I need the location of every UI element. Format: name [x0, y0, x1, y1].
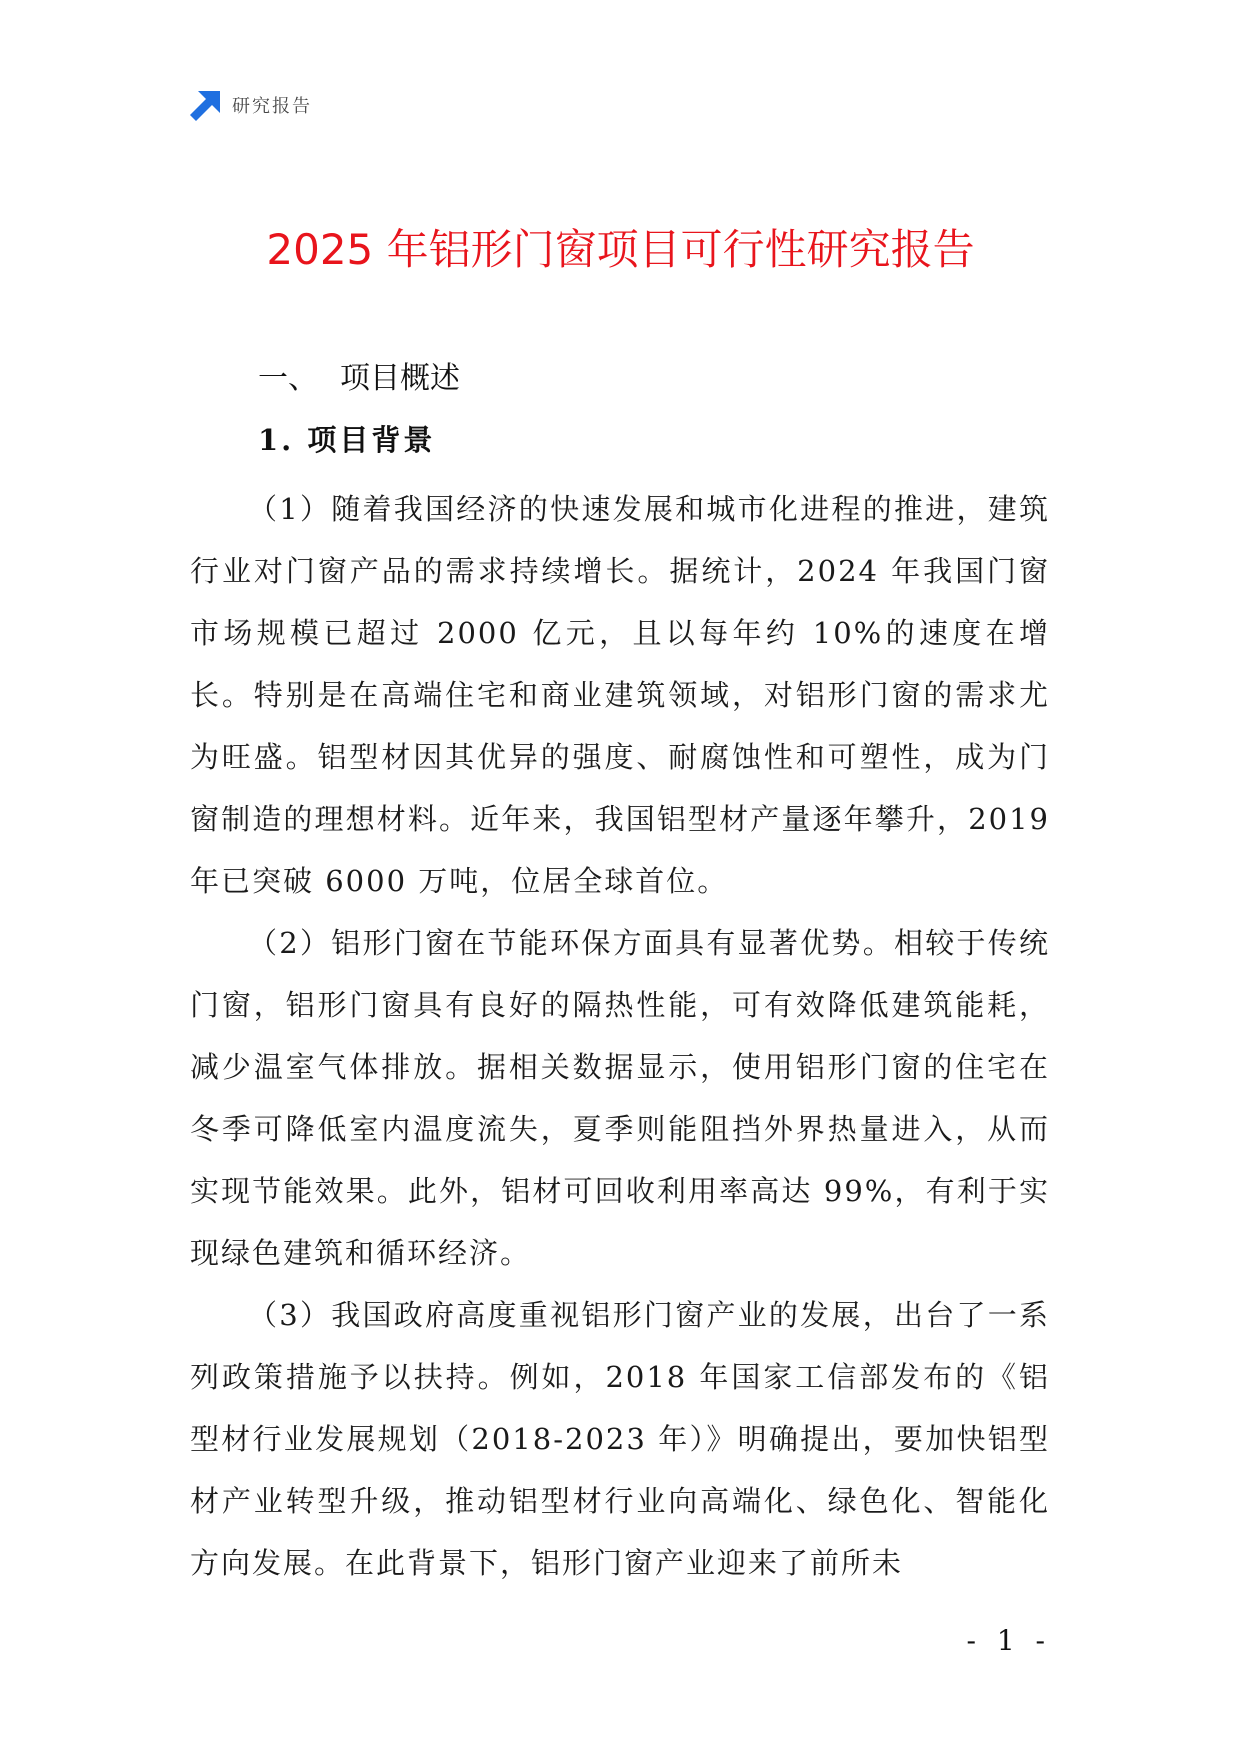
section-title: 项目概述: [340, 361, 460, 396]
paragraph-1: （1）随着我国经济的快速发展和城市化进程的推进，建筑行业对门窗产品的需求持续增长。据统计，2024 年我国门窗市场规模已超过 2000 亿元，且以每年约 10%的速度在增长。特别是在高端住宅和商业建筑领域，对铝形门窗的需求尤为旺盛。铝型材因其优异的强度、耐腐蚀性和可塑性，成为门窗制造的理想材料。近年来，我国铝型材产量逐年攀升，2019 年已突破 6000 万吨，位居全球首位。: [190, 492, 1050, 898]
header-label: 研究报告: [232, 96, 312, 117]
body-text: [190, 478, 1050, 1594]
paragraph-2: （2）铝形门窗在节能环保方面具有显著优势。相较于传统门窗，铝形门窗具有良好的隔热性能，可有效降低建筑能耗，减少温室气体排放。据相关数据显示，使用铝形门窗的住宅在冬季可降低室内温度流失，夏季则能阻挡外界热量进入，从而实现节能效果。此外，铝材可回收利用率高达 99%，有利于实现绿色建筑和循环经济。: [190, 926, 1050, 1270]
page-number: - 1 -: [966, 1624, 1051, 1657]
document-title: 2025 年铝形门窗项目可行性研究报告: [266, 225, 975, 274]
page-header: [190, 88, 312, 122]
section-number: 一、: [258, 361, 318, 396]
section-heading: [258, 357, 460, 401]
subsection-heading: 1. 项目背景: [258, 423, 436, 457]
paragraph-3: （3）我国政府高度重视铝形门窗产业的发展，出台了一系列政策措施予以扶持。例如，2018 年国家工信部发布的《铝型材行业发展规划（2018-2023 年）》明确提出，要加快铝型材产业转型升级，推动铝型材行业向高端化、绿色化、智能化方向发展。在此背景下，铝形门窗产业迎来了前所未: [190, 1298, 1050, 1580]
arrow-up-right-icon: [190, 89, 222, 121]
